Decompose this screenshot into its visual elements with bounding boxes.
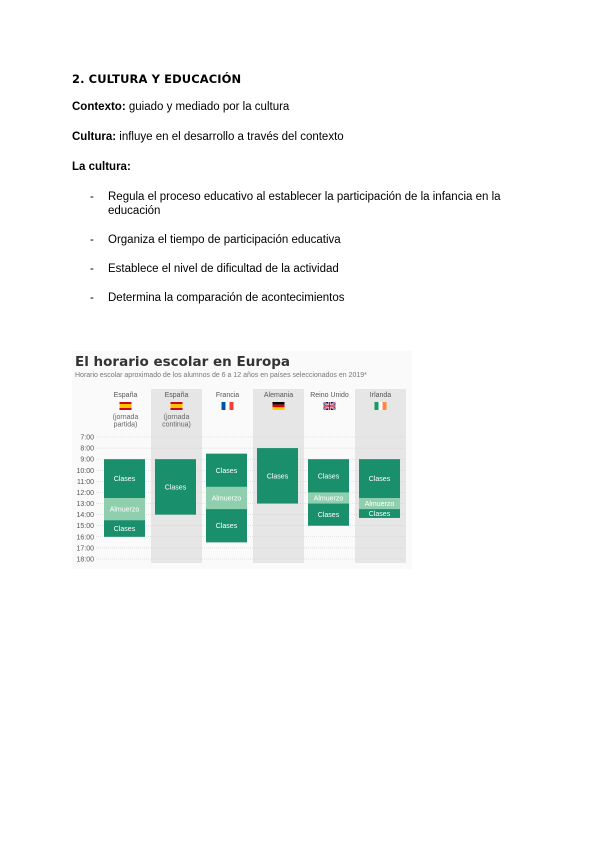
- country-name: Alemania: [263, 392, 294, 399]
- culture-text: influye en el desarrollo a través del contexto: [116, 131, 344, 143]
- block-label: Clases: [317, 512, 340, 520]
- section-heading: 2. CULTURA Y EDUCACIÓN: [72, 72, 242, 86]
- list-marker: -: [90, 234, 94, 246]
- list-item: [72, 190, 512, 218]
- france-flag-icon: [222, 402, 226, 410]
- time-tick-label: 15:00: [76, 523, 94, 531]
- chart-title: El horario escolar en Europa: [75, 354, 291, 370]
- culture-label: Cultura:: [72, 131, 117, 143]
- la-cultura-paragraph: [72, 161, 131, 173]
- spain-flag-band: [171, 404, 183, 408]
- la-cultura-label: La cultura:: [72, 161, 131, 173]
- time-tick-label: 10:00: [76, 467, 94, 475]
- list-item-text: Organiza el tiempo de participación educativa: [108, 234, 341, 246]
- ireland-flag-band: [379, 402, 383, 410]
- context-label: Contexto:: [72, 101, 126, 113]
- time-tick-label: 17:00: [76, 545, 94, 553]
- france-flag-band: [226, 402, 230, 410]
- germany-flag-icon: [273, 402, 285, 405]
- chart-subtitle: Horario escolar aproximado de los alumnos de 6 a 12 años en países seleccionados en 2019*: [75, 372, 367, 379]
- list-marker: -: [90, 263, 94, 275]
- time-tick-label: 8:00: [80, 445, 94, 453]
- germany-flag-band: [273, 407, 285, 410]
- block-label: Clases: [113, 476, 136, 484]
- block-label: Almuerzo: [109, 506, 140, 514]
- context-paragraph: [72, 101, 289, 113]
- culture-list: [72, 190, 512, 305]
- time-tick-label: 14:00: [76, 512, 94, 520]
- country-name: Irlanda: [369, 392, 392, 399]
- country-note: (jornada: [112, 414, 139, 421]
- context-text: guiado y mediado por la cultura: [125, 101, 290, 113]
- school-schedule-chart: [72, 351, 412, 569]
- block-label: Clases: [368, 511, 391, 519]
- spain-flag-band: [120, 404, 132, 408]
- block-label: Clases: [164, 484, 187, 492]
- block-label: Clases: [113, 526, 136, 533]
- block-label: Almuerzo: [313, 495, 344, 503]
- list-item-text: Regula el proceso educativo al establecer la participación de la infancia en la educación: [108, 191, 501, 217]
- list-item: [72, 262, 512, 276]
- list-marker: -: [90, 292, 94, 304]
- list-item: [72, 233, 512, 247]
- list-item-text: Determina la comparación de acontecimientos: [108, 292, 345, 304]
- block-label: Clases: [215, 467, 238, 475]
- time-tick-label: 11:00: [77, 478, 94, 486]
- list-marker: -: [90, 191, 94, 203]
- country-name: Francia: [215, 392, 240, 399]
- chart-canvas: [72, 351, 412, 569]
- time-tick-label: 16:00: [76, 534, 94, 542]
- ireland-flag-band: [383, 402, 387, 410]
- uk-flag-cross: [324, 405, 336, 406]
- time-tick-label: 18:00: [76, 556, 94, 564]
- country-name: España: [113, 392, 138, 399]
- time-tick-label: 12:00: [76, 489, 94, 497]
- france-flag-band: [230, 402, 234, 410]
- country-note: partida): [113, 421, 138, 429]
- block-label: Clases: [215, 523, 238, 531]
- country-name: Reino Unido: [310, 392, 349, 399]
- time-tick-label: 9:00: [80, 456, 94, 464]
- block-label: Clases: [317, 473, 340, 481]
- country-name: España: [164, 392, 189, 399]
- block-label: Clases: [266, 473, 289, 481]
- list-item: [72, 291, 512, 305]
- list-item-text: Establece el nivel de dificultad de la actividad: [108, 263, 339, 275]
- country-note: (jornada: [163, 414, 190, 421]
- time-tick-label: 7:00: [80, 434, 94, 442]
- block-label: Almuerzo: [211, 495, 242, 503]
- time-tick-label: 13:00: [76, 501, 94, 509]
- block-label: Almuerzo: [364, 501, 395, 509]
- country-note: continua): [162, 421, 191, 429]
- germany-flag-band: [273, 405, 285, 408]
- culture-paragraph: [72, 131, 344, 143]
- ireland-flag-icon: [375, 402, 379, 410]
- block-label: Clases: [368, 476, 391, 484]
